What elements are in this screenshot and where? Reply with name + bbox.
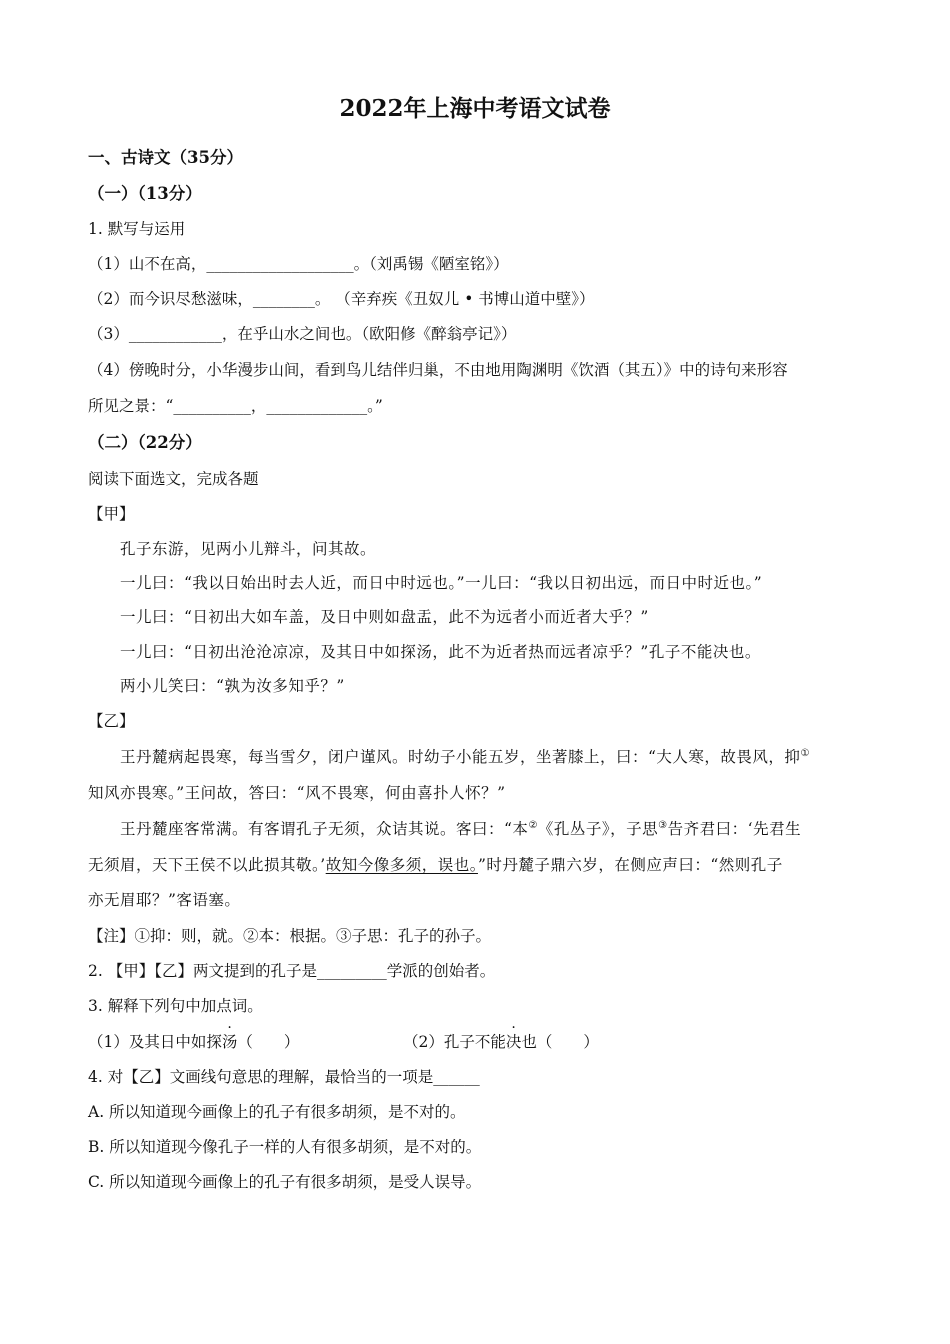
passage-paragraph: 一儿曰：“日初出大如车盖，及日中则如盘盂，此不为远者小而近者大乎？” [120,608,649,626]
dotted-word: 汤 [221,1033,238,1051]
choice-option: A. 所以知道现今画像上的孔子有很多胡须，是不对的。 [88,1103,466,1121]
passage-paragraph: 两小儿笑曰：“孰为汝多知乎？” [120,677,345,695]
question-item [403,1035,599,1051]
part-heading: （一）（13分） [88,184,202,203]
question-item: （2）而今识尽愁滋味，________。 （辛弃疾《丑奴儿 • 书博山道中壁》） [88,290,595,308]
text-span: 告齐君曰：‘先君生 [667,820,802,838]
question-item: （1）山不在高，___________________。（刘禹锡《陋室铭》） [88,255,509,273]
passage-paragraph: 一儿曰：“日初出沧沧凉凉，及其日中如探汤，此不为近者热而远者凉乎？”孔子不能决也。 [120,643,761,661]
footnote-marker: ② [528,820,538,831]
passage-label: 【乙】 [88,712,135,730]
passage-paragraph: 一儿曰：“我以日始出时去人近，而日中时远也。”一儿曰：“我以日初出远，而日中时近也。” [120,574,763,592]
answer-blank: 也（ ） [521,1033,599,1051]
text-span: 《孔丛子》，子思 [537,820,659,838]
passage-paragraph [120,750,810,766]
notes: 【注】①抑：则，就。②本：根据。③子思：孔子的孙子。 [88,927,492,945]
text-span: 王丹麓座客常满。有客谓孔子无须，众诘其说。客曰：“本 [120,820,529,838]
text-span: （2）孔子不能 [403,1033,506,1051]
choice-option: B. 所以知道现今像孔子一样的人有很多胡须，是不对的。 [88,1138,482,1156]
question-title: 1. 默写与运用 [88,220,186,238]
passage-paragraph [120,822,801,838]
footnote-marker: ③ [658,820,668,831]
question-item: 所见之景：“__________，_____________。” [88,397,383,415]
question-item: （4）傍晚时分，小华漫步山间，看到鸟儿结伴归巢，不由地用陶渊明《饮酒（其五）》中的诗句来形容 [88,361,788,379]
section-heading: 一、古诗文（35分） [88,148,243,167]
footnote-marker: ① [800,748,810,759]
reading-intro: 阅读下面选文，完成各题 [88,470,259,488]
question-title: 4. 对【乙】文画线句意思的理解，最恰当的一项是______ [88,1068,480,1086]
part-heading: （二）（22分） [88,433,202,452]
passage-paragraph: 亦无眉耶？”客语塞。 [88,891,241,909]
passage-paragraph: 孔子东游，见两小儿辩斗，问其故。 [120,540,377,558]
question-item: （3）____________，在乎山水之间也。（欧阳修《醉翁亭记》） [88,325,517,343]
passage-label: 【甲】 [88,505,135,523]
answer-blank: （ ） [237,1033,300,1051]
text-span: ”时丹麓子鼎六岁，在侧应声曰：“然则孔子 [477,856,783,874]
passage-paragraph [88,858,783,874]
text-span: 王丹麓病起畏寒，每当雪夕，闭户谨风。时幼子小能五岁，坐著膝上，曰：“大人寒，故畏风，抑 [120,748,801,766]
choice-option: C. 所以知道现今画像上的孔子有很多胡须，是受人误导。 [88,1173,482,1191]
passage-paragraph: 知风亦畏寒。”王问故，答曰：“风不畏寒，何由喜扑人怀？” [88,784,506,802]
question-item [88,1035,299,1051]
question-title: 3. 解释下列句中加点词。 [88,997,263,1015]
dotted-word: 决 [505,1033,522,1051]
page-title: 2022年上海中考语文试卷 [339,95,611,122]
underlined-sentence: 故知今像多须，误也。 [325,856,478,874]
text-span: 无须眉，天下王侯不以此损其敬。’ [88,856,326,874]
text-span: （1）及其日中如探 [88,1033,222,1051]
question-title: 2. 【甲】【乙】两文提到的孔子是_________学派的创始者。 [88,962,496,980]
